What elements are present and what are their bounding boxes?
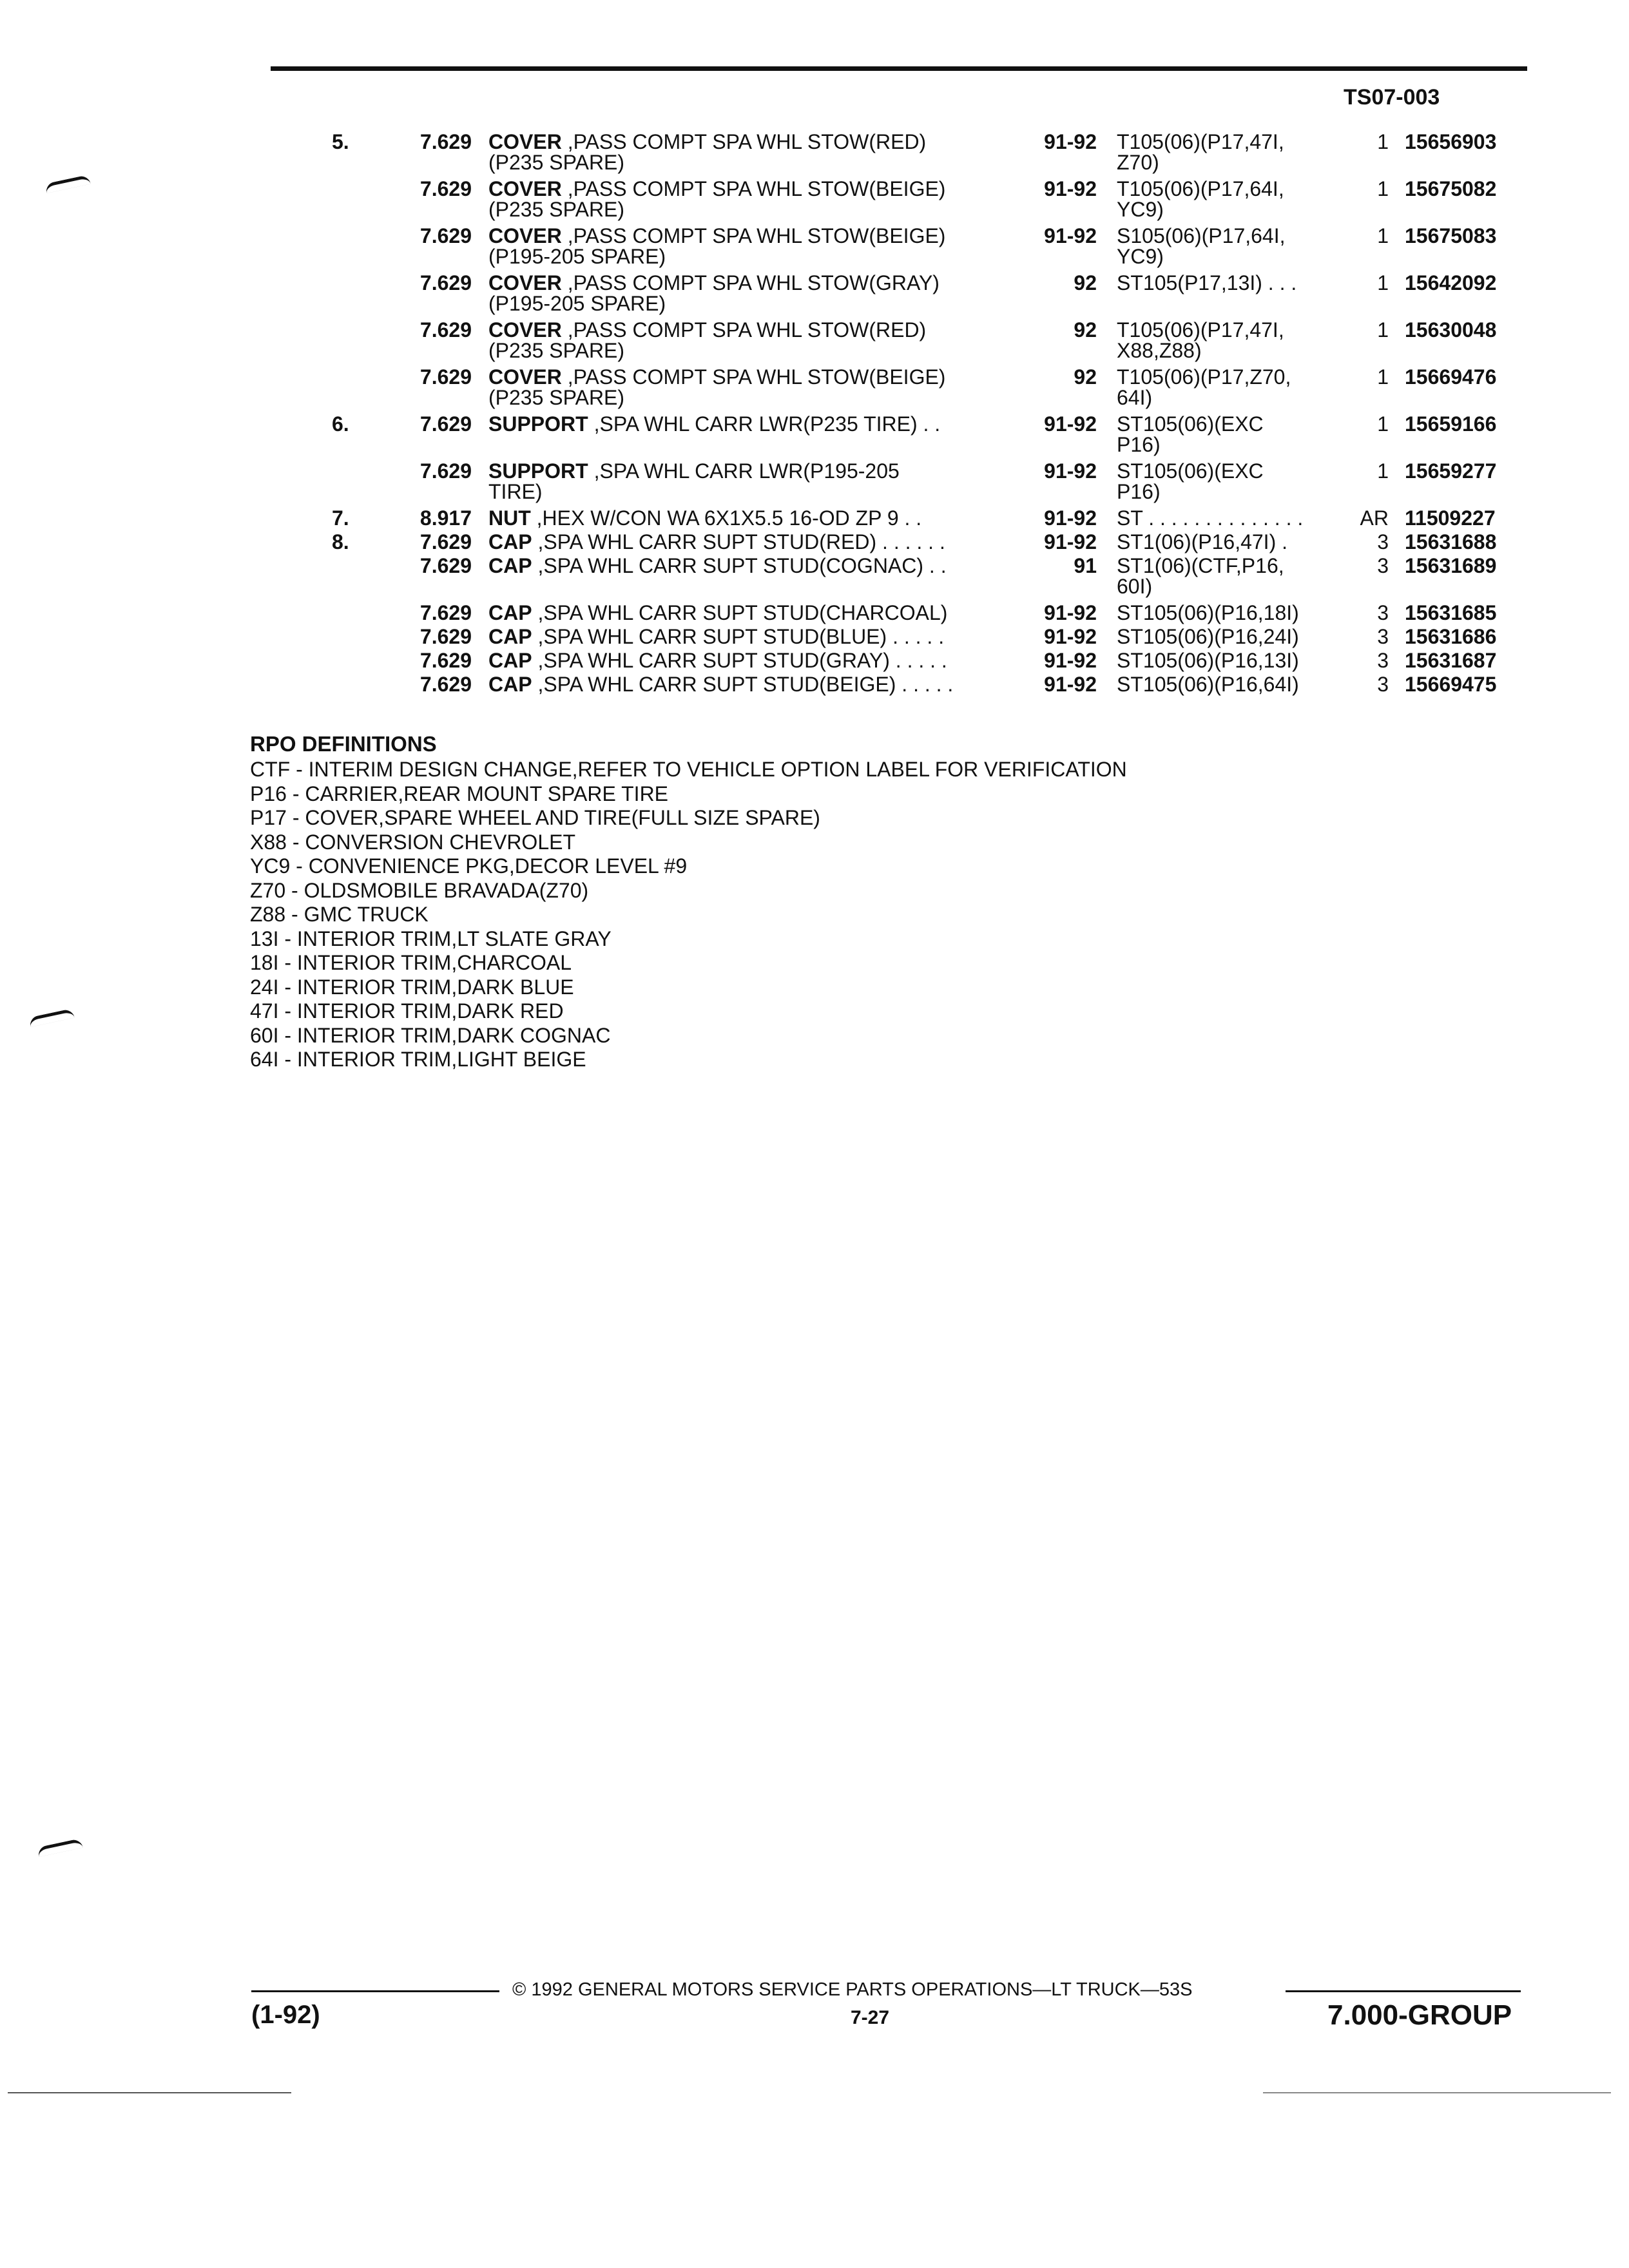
part-description-cont: (P195-205 SPARE) — [488, 245, 666, 268]
usage-code: ST105(06)(EXC — [1117, 459, 1264, 483]
part-number: 15656903 — [1405, 130, 1497, 153]
rpo-item: 64I - INTERIOR TRIM,LIGHT BEIGE — [250, 1048, 586, 1071]
usage-code-cont: 60I) — [1117, 575, 1153, 598]
part-modifier: ,PASS COMPT SPA WHL STOW(GRAY) — [561, 271, 940, 294]
group-number: 7.629 — [419, 271, 472, 294]
model-years: 91-92 — [1044, 130, 1097, 153]
group-number: 8.917 — [419, 506, 472, 530]
part-modifier: ,SPA WHL CARR SUPT STUD(RED) . . . . . . — [532, 530, 945, 553]
table-row — [0, 177, 1629, 225]
part-noun: CAP — [488, 673, 532, 696]
part-modifier: ,PASS COMPT SPA WHL STOW(BEIGE) — [561, 177, 946, 200]
part-noun: CAP — [488, 601, 532, 624]
group-number: 7.629 — [419, 459, 472, 483]
quantity: AR — [1360, 506, 1389, 530]
part-number: 15630048 — [1405, 318, 1497, 341]
part-noun: COVER — [488, 177, 562, 200]
rpo-item: P16 - CARRIER,REAR MOUNT SPARE TIRE — [250, 782, 669, 805]
rpo-item: CTF - INTERIM DESIGN CHANGE,REFER TO VEHICLE OPTION LABEL FOR VERIFICATION — [250, 758, 1127, 781]
quantity: 3 — [1377, 530, 1389, 553]
footer-group: 7.000-GROUP — [1327, 1999, 1512, 2031]
part-description — [488, 412, 940, 436]
part-number: 15659166 — [1405, 412, 1497, 436]
part-description — [488, 530, 945, 554]
part-description — [488, 625, 944, 649]
rpo-list — [250, 758, 1127, 1072]
quantity: 3 — [1377, 554, 1389, 577]
table-row — [0, 130, 1629, 178]
ref-number: 6. — [332, 412, 349, 436]
part-noun: COVER — [488, 224, 562, 247]
quantity: 1 — [1377, 365, 1389, 389]
usage-code: ST105(06)(P16,18I) — [1117, 601, 1299, 624]
quantity: 3 — [1377, 601, 1389, 624]
table-row — [0, 365, 1629, 413]
model-years: 91-92 — [1044, 530, 1097, 553]
part-modifier: ,SPA WHL CARR LWR(P195-205 — [588, 459, 900, 483]
rpo-item: P17 - COVER,SPARE WHEEL AND TIRE(FULL SIZE SPARE) — [250, 806, 820, 829]
part-modifier: ,PASS COMPT SPA WHL STOW(RED) — [561, 318, 927, 341]
table-row — [0, 625, 1629, 649]
part-modifier: ,PASS COMPT SPA WHL STOW(BEIGE) — [561, 365, 946, 389]
part-modifier: ,SPA WHL CARR SUPT STUD(CHARCOAL) — [532, 601, 948, 624]
scan-line-right — [1263, 2092, 1611, 2093]
footer-page-number: 7-27 — [851, 2007, 890, 2028]
table-row — [0, 601, 1629, 625]
rpo-item: 60I - INTERIOR TRIM,DARK COGNAC — [250, 1023, 611, 1047]
ref-number: 8. — [332, 530, 349, 553]
rpo-item: 13I - INTERIOR TRIM,LT SLATE GRAY — [250, 927, 612, 950]
binder-hole-mark — [28, 1008, 75, 1027]
part-noun: COVER — [488, 271, 562, 294]
part-number: 15631686 — [1405, 625, 1497, 648]
group-number: 7.629 — [419, 177, 472, 200]
usage-code: ST105(06)(P16,64I) — [1117, 673, 1299, 696]
part-description-cont: (P235 SPARE) — [488, 198, 625, 221]
part-noun: CAP — [488, 554, 532, 577]
group-number: 7.629 — [419, 673, 472, 696]
part-number: 15669475 — [1405, 673, 1497, 696]
model-years: 91-92 — [1044, 673, 1097, 696]
group-number: 7.629 — [419, 530, 472, 553]
usage-code-cont: P16) — [1117, 480, 1161, 503]
model-years: 91 — [1074, 554, 1097, 577]
part-description — [488, 506, 921, 530]
doc-code: TS07-003 — [1344, 85, 1440, 110]
usage-code-cont: P16) — [1117, 433, 1161, 456]
group-number: 7.629 — [419, 554, 472, 577]
usage-code: ST105(06)(P16,24I) — [1117, 625, 1299, 648]
part-description — [488, 554, 947, 578]
model-years: 92 — [1074, 271, 1097, 294]
part-number: 15631687 — [1405, 649, 1497, 672]
part-noun: SUPPORT — [488, 412, 588, 436]
table-row — [0, 318, 1629, 366]
rpo-item: X88 - CONVERSION CHEVROLET — [250, 830, 575, 854]
part-noun: SUPPORT — [488, 459, 588, 483]
part-modifier: ,PASS COMPT SPA WHL STOW(BEIGE) — [561, 224, 946, 247]
part-description — [488, 649, 947, 673]
part-modifier: ,PASS COMPT SPA WHL STOW(RED) — [561, 130, 927, 153]
quantity: 3 — [1377, 625, 1389, 648]
ref-number: 5. — [332, 130, 349, 153]
group-number: 7.629 — [419, 412, 472, 436]
footer-copyright: © 1992 GENERAL MOTORS SERVICE PARTS OPERATIONS—LT TRUCK—53S — [512, 1979, 1193, 2000]
rpo-item: 24I - INTERIOR TRIM,DARK BLUE — [250, 975, 574, 999]
usage-code: ST105(06)(EXC — [1117, 412, 1264, 436]
model-years: 91-92 — [1044, 625, 1097, 648]
usage-code: ST105(P17,13I) . . . — [1117, 271, 1297, 294]
part-noun: COVER — [488, 365, 562, 389]
ref-number: 7. — [332, 506, 349, 530]
group-number: 7.629 — [419, 318, 472, 341]
part-modifier: ,SPA WHL CARR SUPT STUD(GRAY) . . . . . — [532, 649, 947, 672]
part-modifier: ,HEX W/CON WA 6X1X5.5 16-OD ZP 9 . . — [530, 506, 922, 530]
usage-code: T105(06)(P17,64I, — [1117, 177, 1284, 200]
part-description-cont: (P235 SPARE) — [488, 151, 625, 174]
usage-code-cont: 64I) — [1117, 386, 1153, 409]
part-noun: COVER — [488, 130, 562, 153]
table-row — [0, 649, 1629, 673]
group-number: 7.629 — [419, 224, 472, 247]
usage-code-cont: X88,Z88) — [1117, 339, 1202, 362]
part-description-cont: (P195-205 SPARE) — [488, 292, 666, 315]
usage-code: ST1(06)(P16,47I) . — [1117, 530, 1287, 553]
top-rule — [271, 66, 1527, 71]
part-number: 15631689 — [1405, 554, 1497, 577]
model-years: 91-92 — [1044, 177, 1097, 200]
quantity: 1 — [1377, 177, 1389, 200]
quantity: 3 — [1377, 673, 1389, 696]
rpo-item: Z88 - GMC TRUCK — [250, 903, 429, 926]
part-description — [488, 459, 900, 483]
footer-date: (1-92) — [251, 2001, 320, 2029]
part-noun: CAP — [488, 530, 532, 553]
model-years: 91-92 — [1044, 459, 1097, 483]
part-number: 15631688 — [1405, 530, 1497, 553]
table-row — [0, 224, 1629, 272]
group-number: 7.629 — [419, 601, 472, 624]
part-description — [488, 673, 953, 697]
group-number: 7.629 — [419, 649, 472, 672]
quantity: 1 — [1377, 130, 1389, 153]
model-years: 91-92 — [1044, 412, 1097, 436]
table-row — [0, 506, 1629, 530]
part-number: 15659277 — [1405, 459, 1497, 483]
usage-code: S105(06)(P17,64I, — [1117, 224, 1286, 247]
quantity: 1 — [1377, 412, 1389, 436]
part-number: 15675082 — [1405, 177, 1497, 200]
binder-hole-mark — [37, 1838, 83, 1857]
quantity: 1 — [1377, 224, 1389, 247]
footer-rule-left — [251, 1990, 499, 1992]
usage-code: ST . . . . . . . . . . . . . . — [1117, 506, 1304, 530]
part-noun: CAP — [488, 625, 532, 648]
usage-code: T105(06)(P17,Z70, — [1117, 365, 1291, 389]
rpo-heading: RPO DEFINITIONS — [250, 732, 437, 756]
footer-rule-right — [1286, 1990, 1521, 1992]
quantity: 1 — [1377, 459, 1389, 483]
quantity: 1 — [1377, 271, 1389, 294]
rpo-item: Z70 - OLDSMOBILE BRAVADA(Z70) — [250, 878, 589, 902]
part-modifier: ,SPA WHL CARR SUPT STUD(BEIGE) . . . . . — [532, 673, 954, 696]
part-noun: CAP — [488, 649, 532, 672]
table-row — [0, 554, 1629, 602]
usage-code: T105(06)(P17,47I, — [1117, 130, 1284, 153]
part-description — [488, 601, 947, 625]
quantity: 1 — [1377, 318, 1389, 341]
usage-code-cont: YC9) — [1117, 245, 1164, 268]
part-description-cont: (P235 SPARE) — [488, 339, 625, 362]
part-description-cont: TIRE) — [488, 480, 543, 503]
scan-line-left — [8, 2092, 291, 2093]
part-noun: NUT — [488, 506, 531, 530]
part-number: 15631685 — [1405, 601, 1497, 624]
rpo-item: 18I - INTERIOR TRIM,CHARCOAL — [250, 951, 572, 974]
quantity: 3 — [1377, 649, 1389, 672]
model-years: 92 — [1074, 318, 1097, 341]
table-row — [0, 673, 1629, 697]
part-modifier: ,SPA WHL CARR LWR(P235 TIRE) . . — [588, 412, 941, 436]
rpo-item: 47I - INTERIOR TRIM,DARK RED — [250, 999, 564, 1023]
model-years: 91-92 — [1044, 506, 1097, 530]
part-modifier: ,SPA WHL CARR SUPT STUD(COGNAC) . . — [532, 554, 947, 577]
part-modifier: ,SPA WHL CARR SUPT STUD(BLUE) . . . . . — [532, 625, 945, 648]
group-number: 7.629 — [419, 625, 472, 648]
table-row — [0, 459, 1629, 507]
usage-code: ST105(06)(P16,13I) — [1117, 649, 1299, 672]
rpo-item: YC9 - CONVENIENCE PKG,DECOR LEVEL #9 — [250, 854, 688, 878]
usage-code: ST1(06)(CTF,P16, — [1117, 554, 1284, 577]
group-number: 7.629 — [419, 130, 472, 153]
table-row — [0, 271, 1629, 319]
table-row — [0, 412, 1629, 460]
group-number: 7.629 — [419, 365, 472, 389]
part-number: 15669476 — [1405, 365, 1497, 389]
usage-code-cont: YC9) — [1117, 198, 1164, 221]
usage-code: T105(06)(P17,47I, — [1117, 318, 1284, 341]
model-years: 91-92 — [1044, 224, 1097, 247]
part-number: 15675083 — [1405, 224, 1497, 247]
table-row — [0, 530, 1629, 554]
part-noun: COVER — [488, 318, 562, 341]
part-number: 15642092 — [1405, 271, 1497, 294]
model-years: 92 — [1074, 365, 1097, 389]
usage-code-cont: Z70) — [1117, 151, 1159, 174]
part-description-cont: (P235 SPARE) — [488, 386, 625, 409]
part-number: 11509227 — [1405, 506, 1496, 530]
model-years: 91-92 — [1044, 649, 1097, 672]
model-years: 91-92 — [1044, 601, 1097, 624]
